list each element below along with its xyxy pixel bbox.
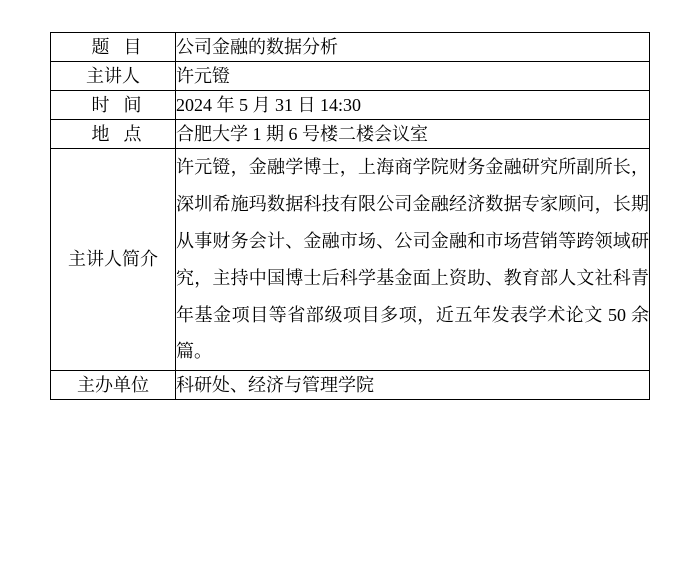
table-row — [51, 62, 650, 91]
row-label-place: 地点 — [51, 120, 176, 149]
row-label-bio: 主讲人简介 — [51, 149, 176, 371]
table-row — [51, 120, 650, 149]
row-value-speaker: 许元镫 — [176, 62, 650, 91]
row-value-place: 合肥大学 1 期 6 号楼二楼会议室 — [176, 120, 650, 149]
row-value-bio: 许元镫，金融学博士，上海商学院财务金融研究所副所长，深圳希施玛数据科技有限公司金融经济数据专家顾问，长期从事财务会计、金融市场、公司金融和市场营销等跨领域研究，主持中国博士后科学基金面上资助、教育部人文社科青年基金项目等省部级项目多项，近五年发表学术论文 50 余篇。 — [176, 149, 650, 371]
table-row — [51, 91, 650, 120]
row-label-title: 题目 — [51, 33, 176, 62]
row-value-time: 2024 年 5 月 31 日 14:30 — [176, 91, 650, 120]
table-row — [51, 149, 650, 371]
row-label-organizer: 主办单位 — [51, 371, 176, 400]
row-value-title: 公司金融的数据分析 — [176, 33, 650, 62]
row-value-organizer: 科研处、经济与管理学院 — [176, 371, 650, 400]
table-row — [51, 33, 650, 62]
seminar-info-table — [50, 32, 650, 400]
table-row — [51, 371, 650, 400]
row-label-speaker: 主讲人 — [51, 62, 176, 91]
row-label-time: 时间 — [51, 91, 176, 120]
